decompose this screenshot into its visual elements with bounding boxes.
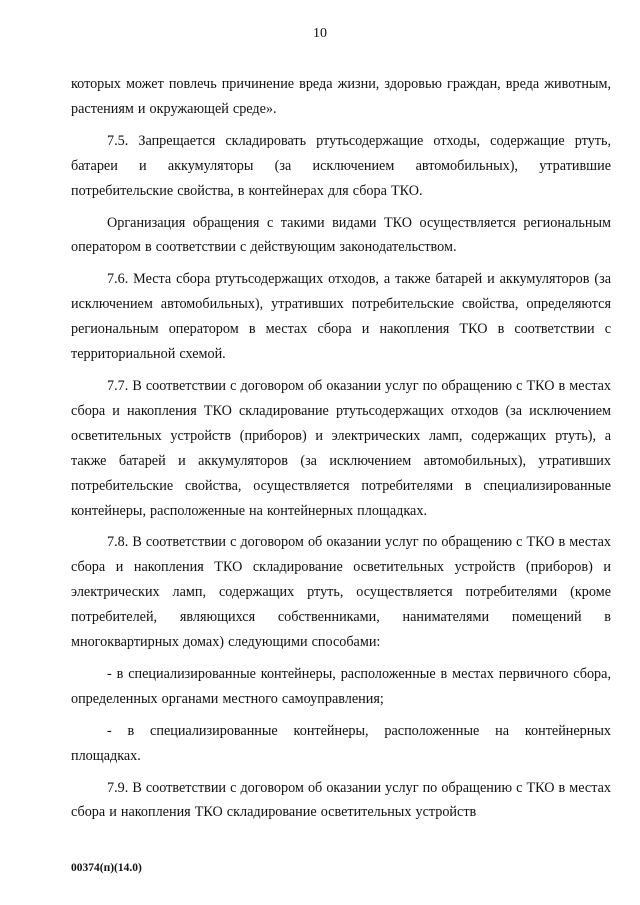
paragraph-7-9: 7.9. В соответствии с договором об оказании услуг по обращению с ТКО в местах сбора и накопления ТКО складирование осветительных устройств bbox=[71, 779, 611, 821]
paragraph-continuation: которых может повлечь причинение вреда жизни, здоровью граждан, вреда животным, растениям и окружающей среде». bbox=[71, 76, 611, 117]
paragraph-7-6: 7.6. Места сбора ртутьсодержащих отходов, а также батарей и аккумуляторов (за исключением автомобильных), утративших потребительские свойства, определяются региональным оператором в местах сбора и накопления ТКО в соответствии с территориальной схемой. bbox=[71, 271, 611, 363]
document-body bbox=[71, 72, 611, 825]
paragraph-organization: Организация обращения с такими видами ТКО осуществляется региональным оператором в соответствии с действующим законодательством. bbox=[71, 214, 611, 256]
paragraph-7-5: 7.5. Запрещается складировать ртутьсодержащие отходы, содержащие ртуть, батареи и аккумуляторы (за исключением автомобильных), утратившие потребительские свойства, в контейнерах для сбора ТКО. bbox=[71, 132, 611, 199]
paragraph-7-8: 7.8. В соответствии с договором об оказании услуг по обращению с ТКО в местах сбора и накопления ТКО складирование осветительных устройств (приборов) и электрических ламп, содержащих ртуть, осуществляется потребителями (кроме потребителей, являющихся собственниками, нанимателями помещений в многоквартирных домах) следующими способами: bbox=[71, 534, 611, 651]
list-item-primary-collection: - в специализированные контейнеры, расположенные в местах первичного сбора, определенных органами местного самоуправления; bbox=[71, 665, 611, 707]
paragraph-7-7: 7.7. В соответствии с договором об оказании услуг по обращению с ТКО в местах сбора и накопления ТКО складирование ртутьсодержащих отходов (за исключением осветительных устройств (приборов) и электрических ламп, содержащих ртуть), а также батарей и аккумуляторов (за исключением автомобильных), утративших потребительские свойства, осуществляется потребителями в специализированные контейнеры, расположенные на контейнерных площадках. bbox=[71, 377, 611, 519]
document-code: 00374(п)(14.0) bbox=[71, 862, 142, 874]
page-number: 10 bbox=[313, 26, 327, 41]
list-item-container-sites: - в специализированные контейнеры, расположенные на контейнерных площадках. bbox=[71, 722, 611, 764]
